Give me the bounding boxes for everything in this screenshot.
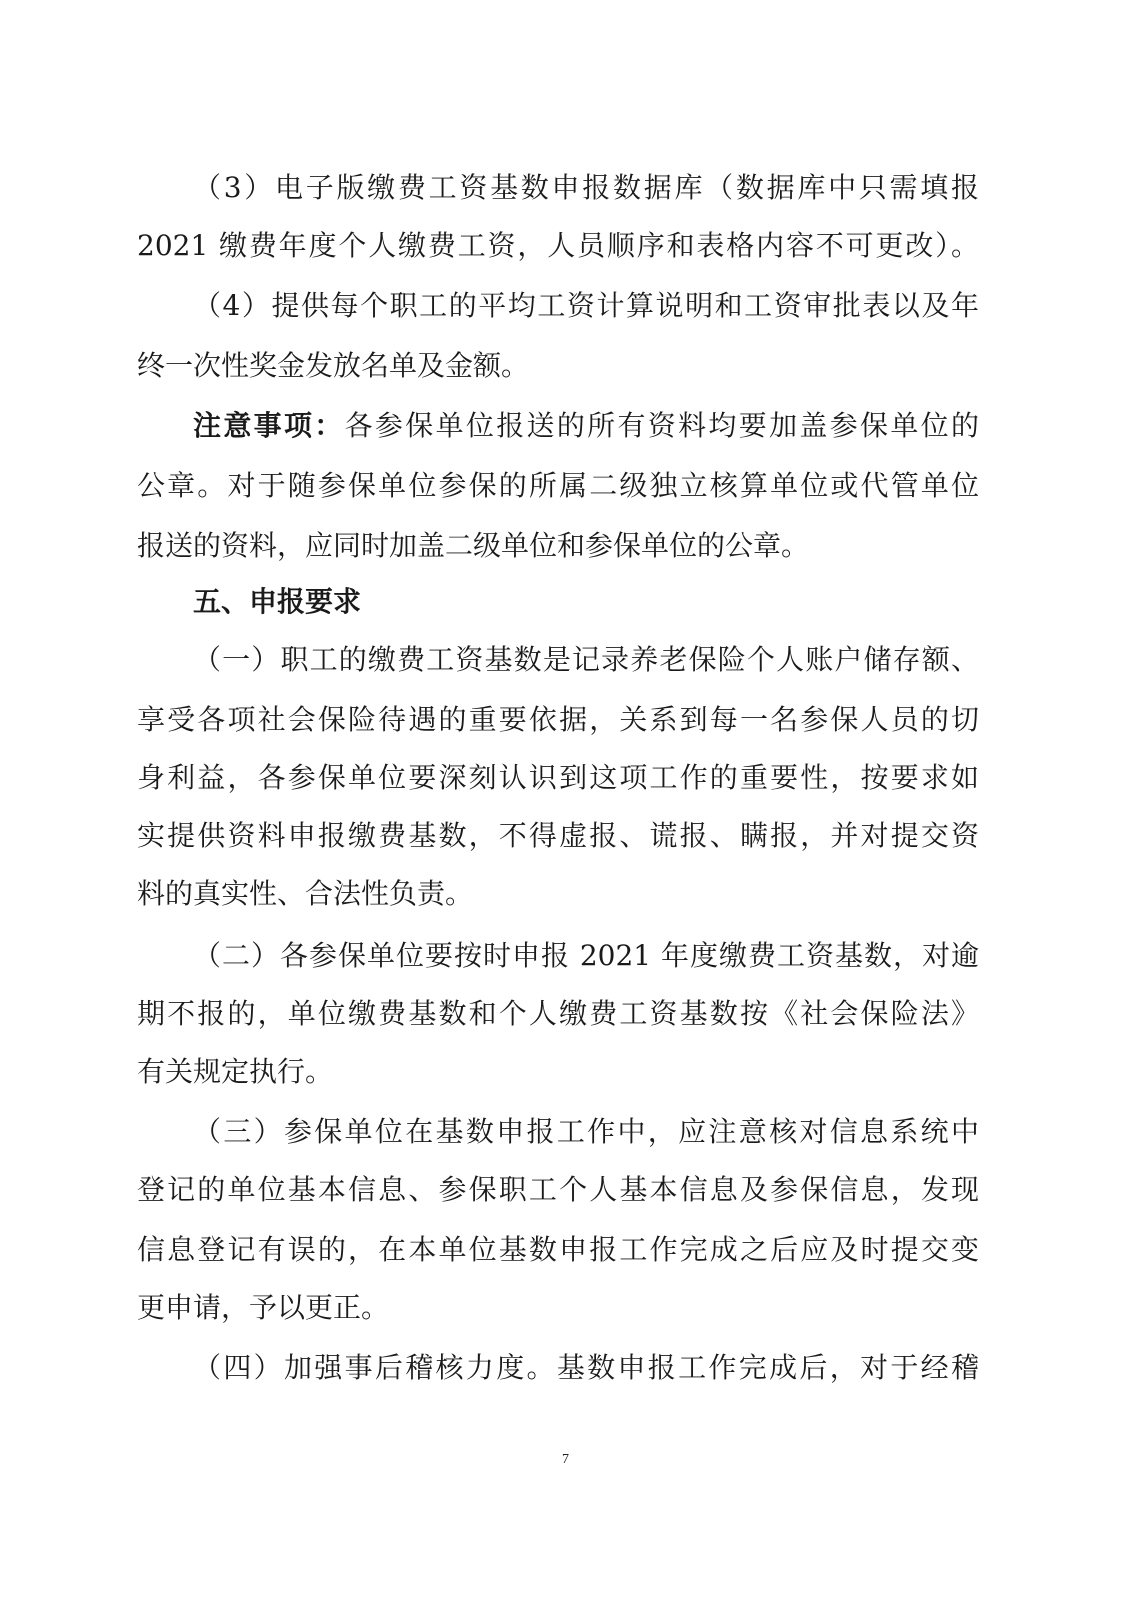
paragraph-line: 登记的单位基本信息、参保职工个人基本信息及参保信息，发现: [137, 1173, 979, 1206]
paragraph-line: （一）职工的缴费工资基数是记录养老保险个人账户储存额、: [193, 643, 979, 676]
paragraph-line: （4）提供每个职工的平均工资计算说明和工资审批表以及年: [193, 289, 979, 322]
paragraph-line: 信息登记有误的，在本单位基数申报工作完成之后应及时提交变: [137, 1233, 979, 1266]
paragraph-line: 终一次性奖金发放名单及金额。: [137, 349, 530, 382]
page-number: 7: [562, 1452, 569, 1467]
paragraph-line: 料的真实性、合法性负责。: [137, 877, 474, 910]
notice-label: 注意事项：: [193, 409, 345, 442]
paragraph-line: 报送的资料，应同时加盖二级单位和参保单位的公章。: [137, 529, 810, 562]
paragraph-line: 实提供资料申报缴费基数，不得虚报、谎报、瞒报，并对提交资: [137, 819, 979, 852]
section-heading: 五、申报要求: [193, 585, 362, 618]
paragraph-line: （二）各参保单位要按时申报 2021 年度缴费工资基数，对逾: [193, 939, 979, 972]
paragraph-line: 有关规定执行。: [137, 1055, 334, 1088]
paragraph-line: 更申请，予以更正。: [137, 1291, 390, 1324]
paragraph-line: 公章。对于随参保单位参保的所属二级独立核算单位或代管单位: [137, 469, 979, 502]
notice-text: 各参保单位报送的所有资料均要加盖参保单位的: [344, 409, 979, 442]
paragraph-line: 享受各项社会保险待遇的重要依据，关系到每一名参保人员的切: [137, 703, 979, 736]
notice-line: [137, 406, 979, 446]
paragraph-line: （3）电子版缴费工资基数申报数据库（数据库中只需填报: [193, 171, 979, 204]
paragraph-line: （四）加强事后稽核力度。基数申报工作完成后，对于经稽: [193, 1351, 979, 1384]
paragraph-line: 2021 缴费年度个人缴费工资，人员顺序和表格内容不可更改）。: [137, 229, 979, 262]
paragraph-line: 身利益，各参保单位要深刻认识到这项工作的重要性，按要求如: [137, 761, 979, 794]
paragraph-line: 期不报的，单位缴费基数和个人缴费工资基数按《社会保险法》: [137, 997, 979, 1030]
paragraph-line: （三）参保单位在基数申报工作中，应注意核对信息系统中: [193, 1115, 979, 1148]
